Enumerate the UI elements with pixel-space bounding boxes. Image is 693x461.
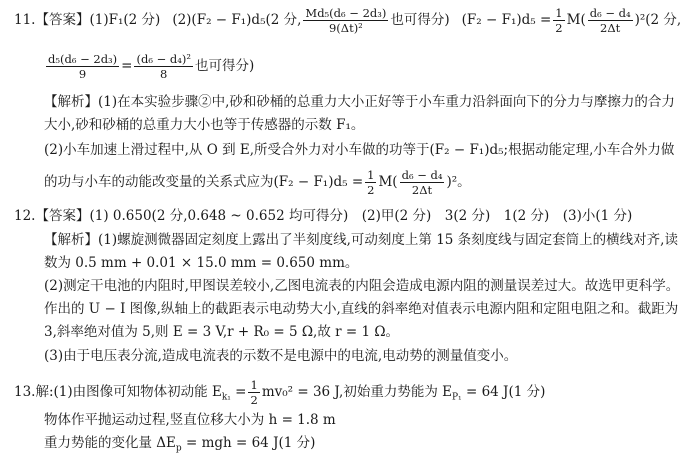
q11-part3-post: )²(2 分, — [634, 12, 682, 28]
q11-part3: (F₂ − F₁)d₅ = — [461, 12, 552, 28]
q12-analysis-tag: 【解析】 — [44, 232, 98, 248]
q11-analysis-1b: 大小,砂和砂桶的总重力大小也等于传感器的示数 F₁。 — [44, 117, 365, 133]
q12-analysis-line-3 — [44, 276, 693, 296]
q11-part3-m: M( — [566, 12, 586, 28]
q12-analysis-line-4 — [44, 299, 693, 319]
q12-analysis-1: (1)螺旋测微器固定刻度上露出了半刻度线,可动刻度上第 15 条刻度线与固定套筒上的横线对齐,读 — [98, 232, 678, 248]
q13-s1-sub2: P₁ — [452, 392, 462, 403]
q11-answer-line-2 — [44, 52, 693, 81]
q12-analysis-5: 3,斜率绝对值为 5,则 E = 3 V,r + R₀ = 5 Ω,故 r = 1 Ω。 — [44, 324, 400, 340]
q11-answer-line-1 — [14, 6, 693, 35]
q11-analysis-line-3 — [44, 140, 693, 160]
q11-equals: = — [121, 58, 133, 74]
q11-analysis-tag: 【解析】 — [44, 94, 98, 110]
q13-s3-sub: p — [175, 443, 182, 454]
q12-number: 12. — [14, 208, 36, 224]
q13-line-2 — [44, 410, 693, 430]
q11-number: 11. — [14, 12, 36, 28]
q11-analysis-2a: (2)小车加速上滑过程中,从 O 到 E,所受合外力对小车做的功等于(F₂ − F₁)d₅;根据动能定理,小车合外力做 — [44, 142, 675, 158]
q12-analysis-line-2 — [44, 253, 693, 273]
q13-s1-eq: = — [230, 384, 247, 400]
q12-answer-text: (1) 0.650(2 分,0.648 ~ 0.652 均可得分) (2)甲(2 分) 3(2 分) 1(2 分) (3)小(1 分) — [89, 208, 633, 224]
q12-answer-line — [14, 206, 693, 226]
q11-analysis-line-2 — [44, 115, 693, 135]
q12-analysis-6: (3)由于电压表分流,造成电流表的示数不是电源中的电流,电动势的测量值变小。 — [44, 348, 518, 364]
q11-half: $\frac{1}{2}$ — [555, 6, 563, 35]
q11-analysis-1a: (1)在本实验步骤②中,砂和砂桶的总重力大小正好等于小车重力沿斜面向下的分力与摩擦力的合力 — [98, 94, 675, 110]
q11-part2: (2)(F₂ − F₁)d₅(2 分, — [172, 12, 302, 28]
q13-s1-post: = 64 J(1 分) — [461, 384, 546, 400]
q13-s1: 解:(1)由图像可知物体初动能 E — [35, 384, 222, 400]
q13-number: 13. — [14, 384, 36, 400]
q11-line2-tail: 也可得分) — [194, 58, 255, 74]
q11-part1: (1)F₁(2 分) — [89, 12, 161, 28]
q12-analysis-line-1 — [44, 230, 693, 250]
q13-s3-post: = mgh = 64 J(1 分) — [181, 435, 316, 451]
q12-analysis-line-5 — [44, 322, 693, 342]
q12-analysis-3: (2)测定干电池的内阻时,甲图误差较小,乙图电流表的内阻会造成电源内阻的测量误差过大。故选甲更科学。 — [44, 278, 680, 294]
q12-analysis-2: 数为 0.5 mm + 0.01 × 15.0 mm = 0.650 mm。 — [44, 255, 359, 271]
q11-fraction-b: $\frac{\text{d₆ − d₄}}{2\Delta t}$ — [589, 6, 631, 35]
q13-line-3 — [44, 433, 693, 459]
q11-analysis-m: M( — [378, 174, 398, 190]
q11-analysis-line-1 — [44, 92, 693, 112]
q11-fraction-d: $\frac{\text{(d₆ − d₄)²}}{8}$ — [136, 52, 191, 81]
q11-fraction-c: $\frac{\text{d₅(d₆ − 2d₃)}}{9}$ — [48, 52, 118, 81]
q11-analysis-half: $\frac{1}{2}$ — [367, 168, 375, 197]
q13-half: $\frac{1}{2}$ — [250, 378, 258, 407]
q13-s2: 物体作平抛运动过程,竖直位移大小为 h = 1.8 m — [44, 412, 336, 428]
q12-answer-tag: 【答案】 — [35, 208, 90, 224]
q11-fraction-a: $\frac{\text{Md₅(d₆ − 2d₃)}}{\text{9(Δt)²}}$ — [305, 6, 387, 35]
q12-analysis-line-6 — [44, 346, 693, 366]
q13-s1-mid: mv₀² = 36 J,初始重力势能为 E — [261, 384, 452, 400]
q13-s3: 重力势能的变化量 ΔE — [44, 435, 176, 451]
q11-part2-note: 也可得分) — [390, 12, 450, 28]
q11-analysis-2b: 的功与小车的动能改变量的关系式应为(F₂ − F₁)d₅ = — [44, 174, 364, 190]
q11-analysis-line-4 — [44, 168, 693, 197]
q11-analysis-post: )²。 — [446, 174, 471, 190]
q13-s1-sub: k₁ — [221, 392, 231, 403]
q11-answer-tag: 【答案】 — [35, 12, 90, 28]
q13-line-1 — [14, 378, 693, 408]
q12-analysis-4: 作出的 U − I 图像,纵轴上的截距表示电动势大小,直线的斜率绝对值表示电源内阻和定阻电阻之和。截距为 — [44, 301, 679, 317]
q11-analysis-fraction: $\frac{\text{d₆ − d₄}}{2\Delta t}$ — [401, 168, 443, 197]
